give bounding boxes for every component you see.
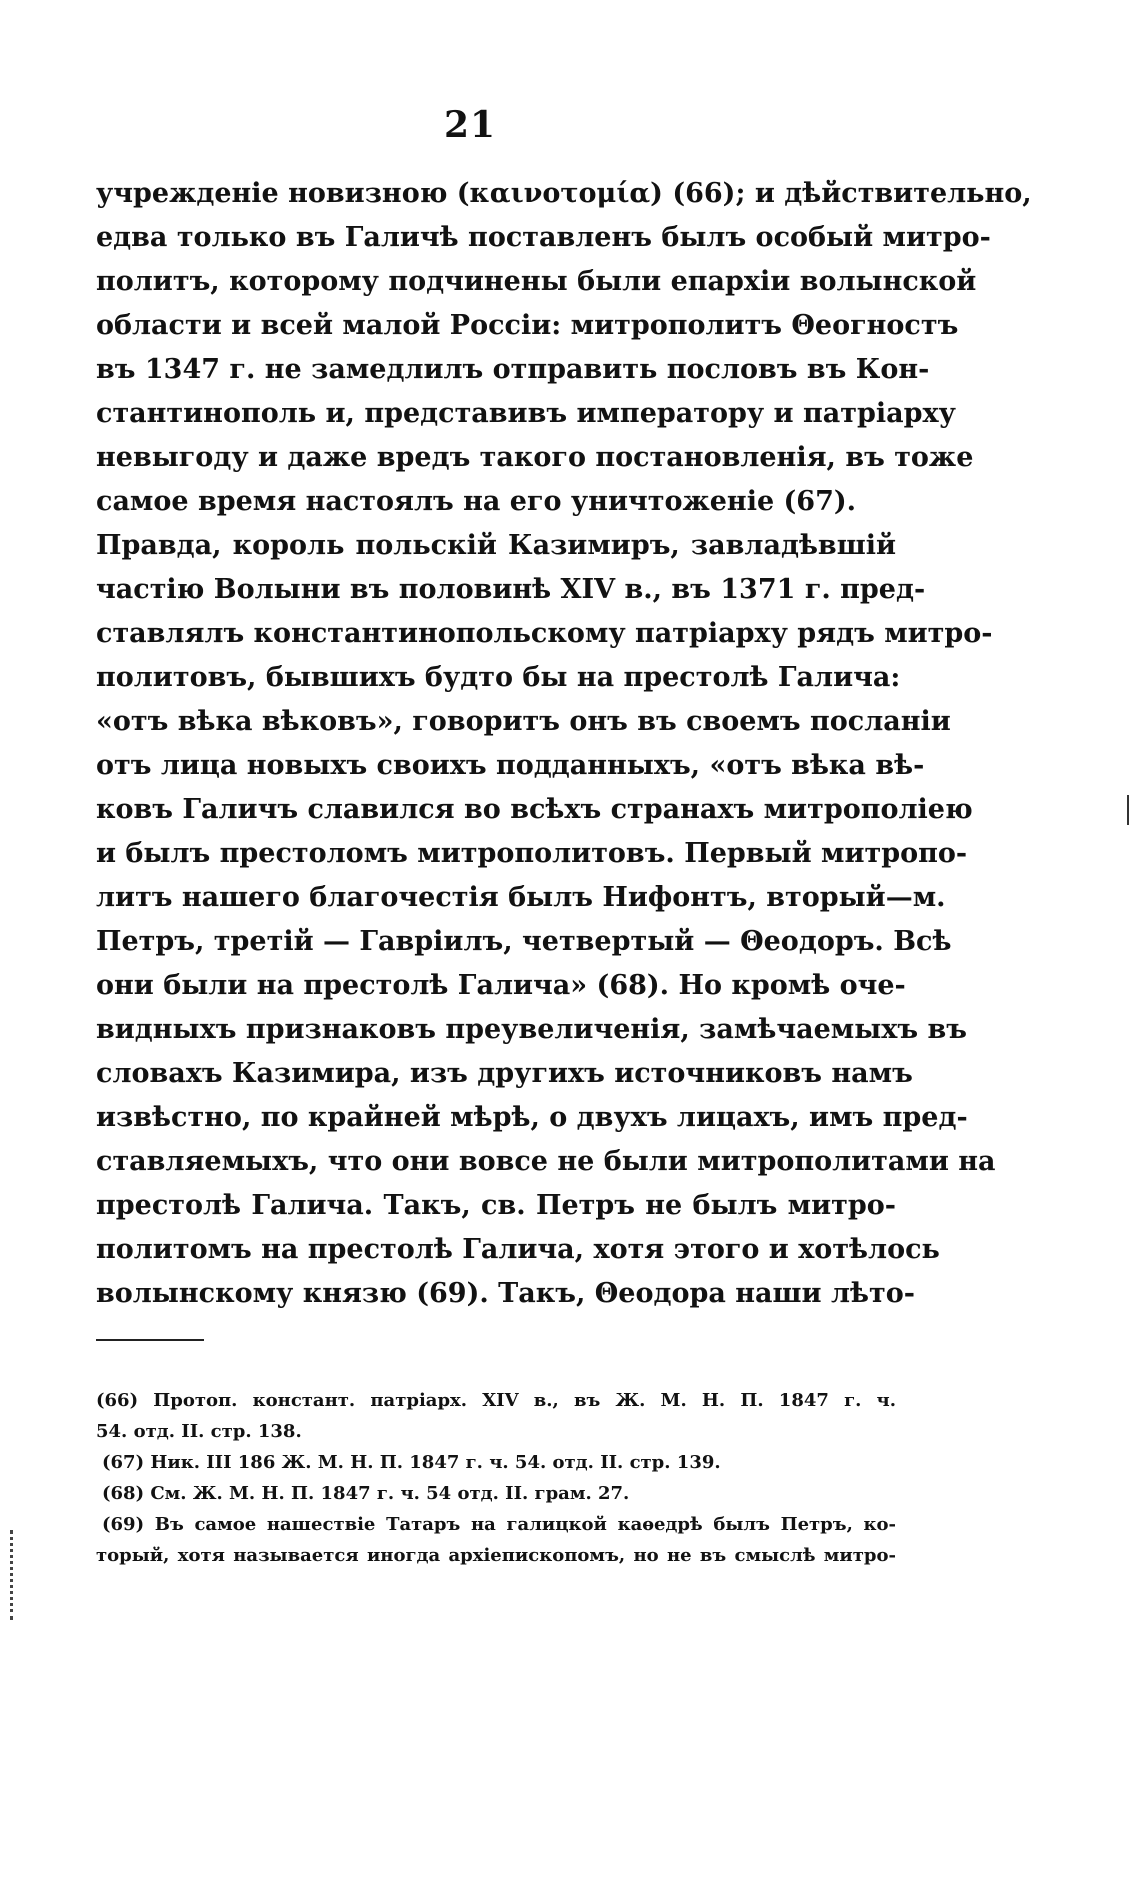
text-line: невыгоду и даже вредъ такого постановленія, въ тоже [96,442,974,473]
page-number: 21 [443,104,497,146]
text-line: извѣстно, по крайней мѣрѣ, о двухъ лицахъ, имъ пред- [96,1102,968,1133]
text-line: едва только въ Галичѣ поставленъ былъ особый митро- [96,222,991,253]
text-line: отъ лица новыхъ своихъ подданныхъ, «отъ вѣка вѣ- [96,750,925,781]
body-text [96,172,1032,1316]
text-line: стантинополь и, представивъ императору и патріарху [96,398,956,429]
text-line: литъ нашего благочестія былъ Нифонтъ, вторый—м. [96,882,946,913]
footnotes [96,1385,896,1571]
text-line: «отъ вѣка вѣковъ», говоритъ онъ въ своемъ посланіи [96,706,951,737]
text-line: частію Волыни въ половинѣ XIV в., въ 1371 г. пред- [96,574,926,605]
text-line: политовъ, бывшихъ будто бы на престолѣ Галича: [96,662,901,693]
footnote-separator [96,1339,204,1341]
margin-dots [10,1530,16,1620]
text-line: самое время настоялъ на его уничтоженіе (67). [96,486,857,517]
footnote-line: (69) Въ самое нашествіе Татаръ на галицкой каѳедрѣ былъ Петръ, ко- [102,1514,896,1535]
footnote-line: 54. отд. II. стр. 138. [96,1421,302,1442]
text-line: и былъ престоломъ митрополитовъ. Первый митропо- [96,838,968,869]
text-line: политъ, которому подчинены были епархіи волынской [96,266,977,297]
margin-mark [1127,795,1129,825]
text-line: области и всей малой Россіи: митрополитъ Θеогностъ [96,310,959,341]
text-line: словахъ Казимира, изъ другихъ источниковъ намъ [96,1058,913,1089]
text-line: видныхъ признаковъ преувеличенія, замѣчаемыхъ въ [96,1014,967,1045]
text-line: престолѣ Галича. Такъ, св. Петръ не былъ митро- [96,1190,896,1221]
text-line: ставляемыхъ, что они вовсе не были митрополитами на [96,1146,996,1177]
footnote-line: (66) Протоп. констант. патріарх. XIV в., въ Ж. М. Н. П. 1847 г. ч. [96,1390,896,1411]
footnote-line: (68) См. Ж. М. Н. П. 1847 г. ч. 54 отд. II. грам. 27. [102,1483,630,1504]
text-line: они были на престолѣ Галича» (68). Но кромѣ оче- [96,970,906,1001]
text-line: политомъ на престолѣ Галича, хотя этого и хотѣлось [96,1234,940,1265]
footnote-line: (67) Ник. III 186 Ж. М. Н. П. 1847 г. ч. 54. отд. II. стр. 139. [102,1452,721,1473]
text-line: въ 1347 г. не замедлилъ отправить пословъ въ Кон- [96,354,930,385]
text-line: Правда, король польскій Казимиръ, завладѣвшій [96,530,896,561]
text-line: Петръ, третій — Гавріилъ, четвертый — Θеодоръ. Всѣ [96,926,952,957]
text-line: ковъ Галичъ славился во всѣхъ странахъ митрополіею [96,794,973,825]
text-line: ставлялъ константинопольскому патріарху рядъ митро- [96,618,993,649]
text-line: волынскому князю (69). Такъ, Θеодора наши лѣто- [96,1278,915,1309]
text-line: учрежденіе новизною (καινοτομία) (66); и дѣйствительно, [96,178,1032,209]
footnote-line: торый, хотя называется иногда архіепископомъ, но не въ смыслѣ митро- [96,1545,896,1566]
